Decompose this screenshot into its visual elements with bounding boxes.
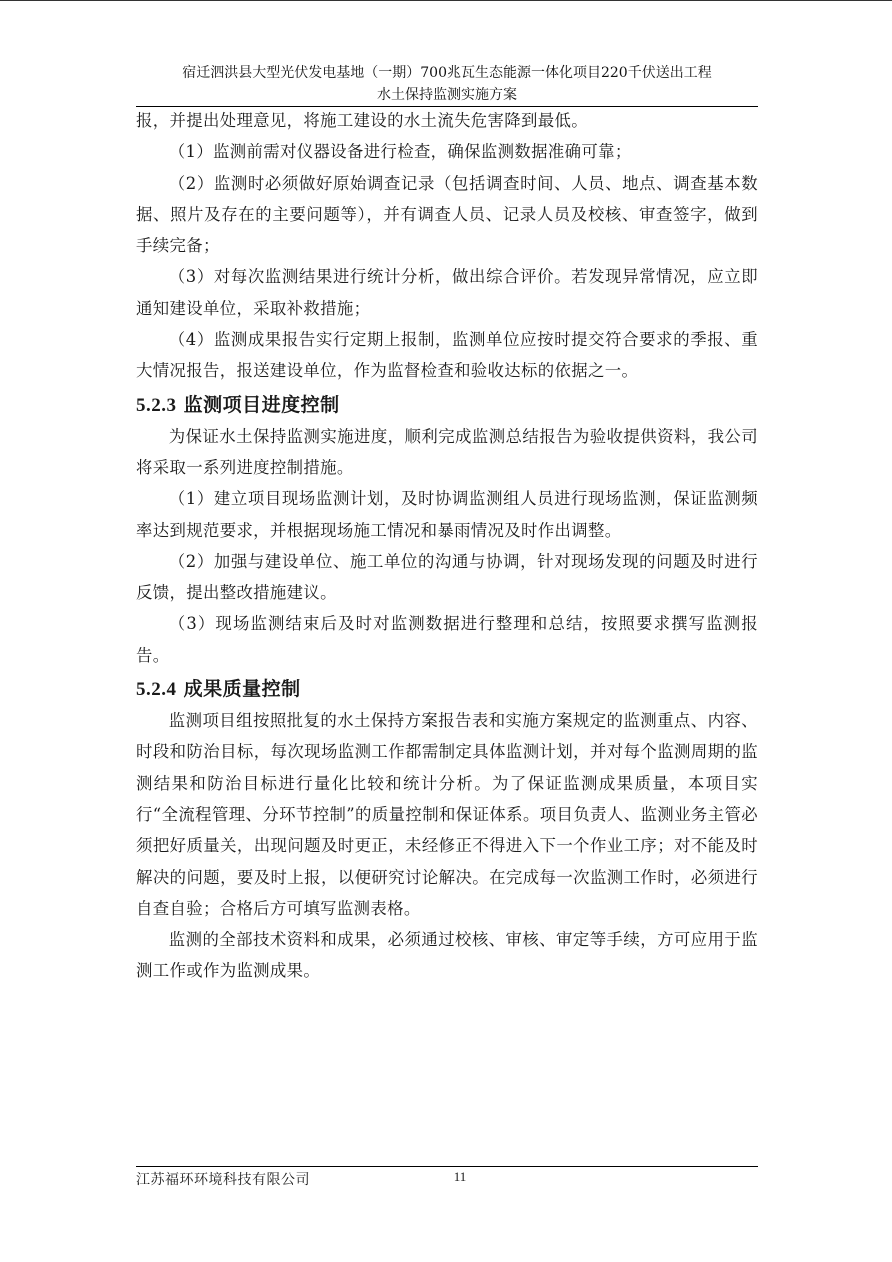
page-number: 11 (453, 1169, 467, 1184)
header-project-title: 宿迁泗洪县大型光伏发电基地（一期）700兆瓦生态能源一体化项目220千伏送出工程 (182, 65, 712, 81)
section-heading-5-2-4 (136, 671, 758, 705)
section-title: 监测项目进度控制 (183, 393, 340, 416)
document-body (136, 105, 758, 987)
footer-company-name: 江苏福环环境科技有限公司 (136, 1172, 310, 1188)
section-heading-5-2-3 (136, 387, 758, 421)
paragraph-review: 监测的全部技术资料和成果，必须通过校核、审核、审定等手续，方可应用于监测工作或作为监测成果。 (136, 930, 758, 981)
running-header (136, 62, 758, 106)
list-item-1: （1）建立项目现场监测计划，及时协调监测组人员进行现场监测，保证监测频率达到规范要求，并根据现场施工情况和暴雨情况及时作出调整。 (136, 489, 758, 540)
list-item-2: （2）加强与建设单位、施工单位的沟通与协调，针对现场发现的问题及时进行反馈，提出整改措施建议。 (136, 551, 758, 603)
paragraph-intro: 为保证水土保持监测实施进度，顺利完成监测总结报告为验收提供资料，我公司将采取一系列进度控制措施。 (136, 426, 758, 477)
section-number: 5.2.3 (136, 394, 177, 416)
list-item-2: （2）监测时必须做好原始调查记录（包括调查时间、人员、地点、调查基本数据、照片及存在的主要问题等），并有调查人员、记录人员及校核、审查签字，做到手续完备； (136, 173, 758, 256)
list-item-3: （3）现场监测结束后及时对监测数据进行整理和总结，按照要求撰写监测报告。 (136, 614, 758, 665)
list-item-1: （1）监测前需对仪器设备进行检查，确保监测数据准确可靠； (168, 142, 632, 162)
paragraph-quality-control: 监测项目组按照批复的水土保持方案报告表和实施方案规定的监测重点、内容、时段和防治目标，每次现场监测工作都需制定具体监测计划，并对每个监测周期的监测结果和防治目标进行量化比较和统计分析。为了保证监测成果质量，本项目实行“全流程管理、分环节控制”的质量控制和保证体系。项目负责人、监测业务主管必须把好质量关，出现问题及时更正，未经修正不得进入下一个作业工序；对不能及时解决的问题，要及时上报，以便研究讨论解决。在完成每一次监测工作时，必须进行自查自验；合格后方可填写监测表格。 (136, 711, 758, 918)
header-document-title: 水土保持监测实施方案 (377, 87, 517, 103)
paragraph-continuation: 报，并提出处理意见，将施工建设的水土流失危害降到最低。 (136, 111, 588, 130)
section-title: 成果质量控制 (183, 678, 301, 701)
list-item-4: （4）监测成果报告实行定期上报制，监测单位应按时提交符合要求的季报、重大情况报告，报送建设单位，作为监督检查和验收达标的依据之一。 (136, 330, 758, 381)
list-item-3: （3）对每次监测结果进行统计分析，做出综合评价。若发现异常情况，应立即通知建设单位，采取补救措施； (136, 267, 758, 318)
section-number: 5.2.4 (136, 679, 177, 701)
page-top-border (0, 0, 892, 1)
